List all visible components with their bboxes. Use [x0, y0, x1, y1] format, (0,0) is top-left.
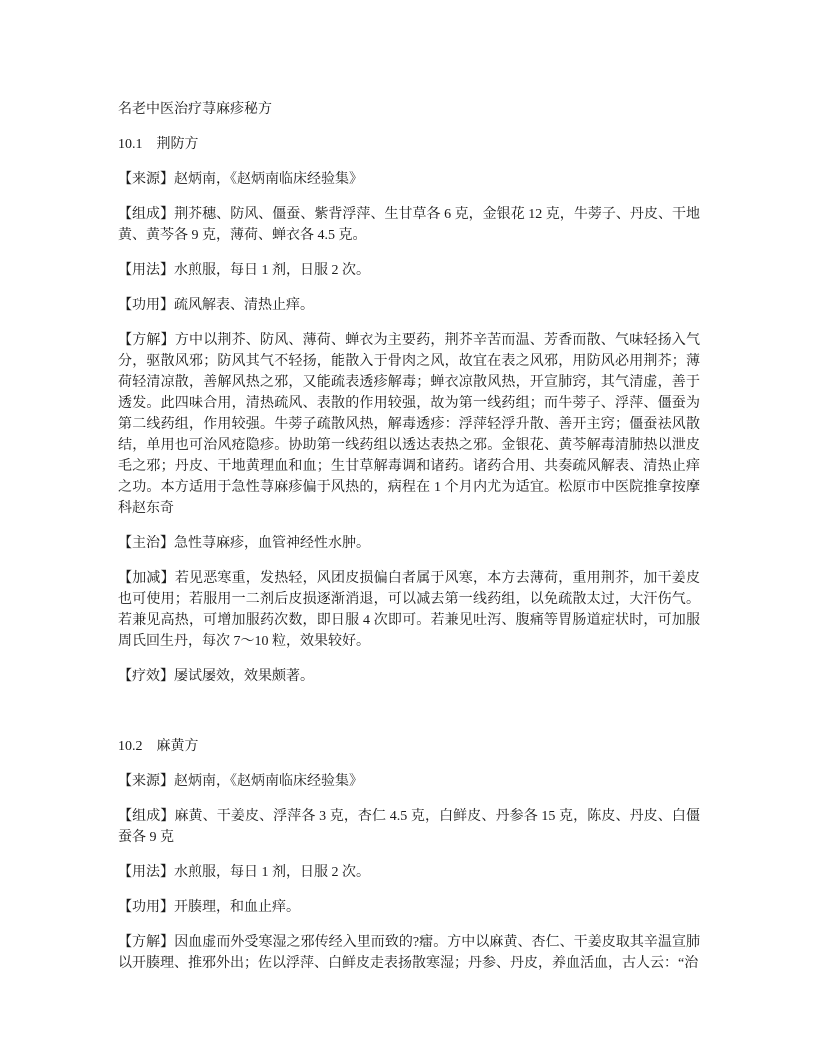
paragraph-indication — [118, 533, 700, 554]
document-body — [118, 134, 700, 974]
paragraph-analysis — [118, 932, 700, 974]
field-label-source: 【来源】 — [118, 172, 174, 187]
field-label-indication: 【主治】 — [118, 536, 174, 551]
field-text-indication: 急性荨麻疹，血管神经性水肿。 — [174, 536, 370, 551]
field-label-analysis: 【方解】 — [118, 333, 175, 348]
field-label-function: 【功用】 — [118, 900, 174, 915]
field-label-composition: 【组成】 — [118, 809, 175, 824]
paragraph-function — [118, 295, 700, 316]
field-text-analysis: 因血虚而外受寒湿之邪传经入里而致的?癗。方中以麻黄、杏仁、干姜皮取其辛温宣肺以开腠理、推邪外出；佐以浮萍、白鲜皮走表扬散寒湿；丹参、丹皮，养血活血，古人云：“治 — [118, 935, 701, 971]
field-label-function: 【功用】 — [118, 298, 174, 313]
paragraph-efficacy — [118, 666, 700, 687]
field-label-usage: 【用法】 — [118, 263, 174, 278]
paragraph-source — [118, 771, 700, 792]
field-text-usage: 水煎服，每日 1 剂，日服 2 次。 — [174, 263, 370, 278]
field-text-composition: 荆芥穗、防风、僵蚕、紫背浮萍、生甘草各 6 克，金银花 12 克，牛蒡子、丹皮、干地黄、黄芩各 9 克，薄荷、蝉衣各 4.5 克。 — [118, 207, 701, 243]
field-text-source: 赵炳南，《赵炳南临床经验集》 — [174, 774, 363, 789]
field-text-function: 开腠理，和血止痒。 — [174, 900, 300, 915]
field-label-source: 【来源】 — [118, 774, 174, 789]
paragraph-modification — [118, 568, 700, 652]
section-heading-10.1: 10.1 荆防方 — [118, 137, 199, 152]
field-text-usage: 水煎服，每日 1 剂，日服 2 次。 — [174, 865, 370, 880]
paragraph-function — [118, 897, 700, 918]
paragraph-analysis — [118, 330, 700, 519]
field-label-analysis: 【方解】 — [118, 935, 175, 950]
paragraph-usage — [118, 862, 700, 883]
field-text-modification: 若见恶寒重，发热轻，风团皮损偏白者属于风寒，本方去薄荷，重用荆芥，加干姜皮也可使用；若服用一二剂后皮损逐渐消退，可以减去第一线药组，以免疏散太过，大汗伤气。若兼见高热，可增加服药次数，即日服 4 次即可。若兼见吐泻、腹痛等胃肠道症状时，可加服周氏回生丹，每次 7～10 粒，效果较好。 — [118, 571, 701, 649]
paragraph-composition — [118, 806, 700, 848]
paragraph-source — [118, 169, 700, 190]
document-title: 名老中医治疗荨麻疹秘方 — [118, 102, 272, 117]
field-label-composition: 【组成】 — [118, 207, 175, 222]
field-label-efficacy: 【疗效】 — [118, 669, 174, 684]
section-heading-10.2: 10.2 麻黄方 — [118, 739, 199, 754]
field-text-efficacy: 屡试屡效，效果颇著。 — [174, 669, 314, 684]
field-label-modification: 【加减】 — [118, 571, 175, 586]
paragraph-composition — [118, 204, 700, 246]
field-text-analysis: 方中以荆芥、防风、薄荷、蝉衣为主要药，荆芥辛苦而温、芳香而散、气味轻扬入气分，驱散风邪；防风其气不轻扬，能散入于骨肉之风，故宜在表之风邪，用防风必用荆芥；薄荷轻清凉散，善解风热之邪，又能疏表透疹解毒；蝉衣凉散风热，开宣肺窍，其气清虚，善于透发。此四味合用，清热疏风、表散的作用较强，故为第一线药组；而牛蒡子、浮萍、僵蚕为第二线药组，作用较强。牛蒡子疏散风热，解毒透疹：浮萍轻浮升散、善开主窍；僵蚕祛风散结，单用也可治风疮隐疹。协助第一线药组以透达表热之邪。金银花、黄芩解毒清肺热以泄皮毛之邪；丹皮、干地黄理血和血；生甘草解毒调和诸药。诸药合用、共奏疏风解表、清热止痒之功。本方适用于急性荨麻疹偏于风热的，病程在 1 个月内尤为适宜。松原市中医院推拿按摩科赵东奇 — [118, 333, 701, 516]
field-label-usage: 【用法】 — [118, 865, 174, 880]
field-text-composition: 麻黄、干姜皮、浮萍各 3 克，杏仁 4.5 克，白鲜皮、丹参各 15 克，陈皮、丹皮、白僵蚕各 9 克 — [118, 809, 701, 845]
field-text-function: 疏风解表、清热止痒。 — [174, 298, 314, 313]
field-text-source: 赵炳南，《赵炳南临床经验集》 — [174, 172, 363, 187]
paragraph-usage — [118, 260, 700, 281]
